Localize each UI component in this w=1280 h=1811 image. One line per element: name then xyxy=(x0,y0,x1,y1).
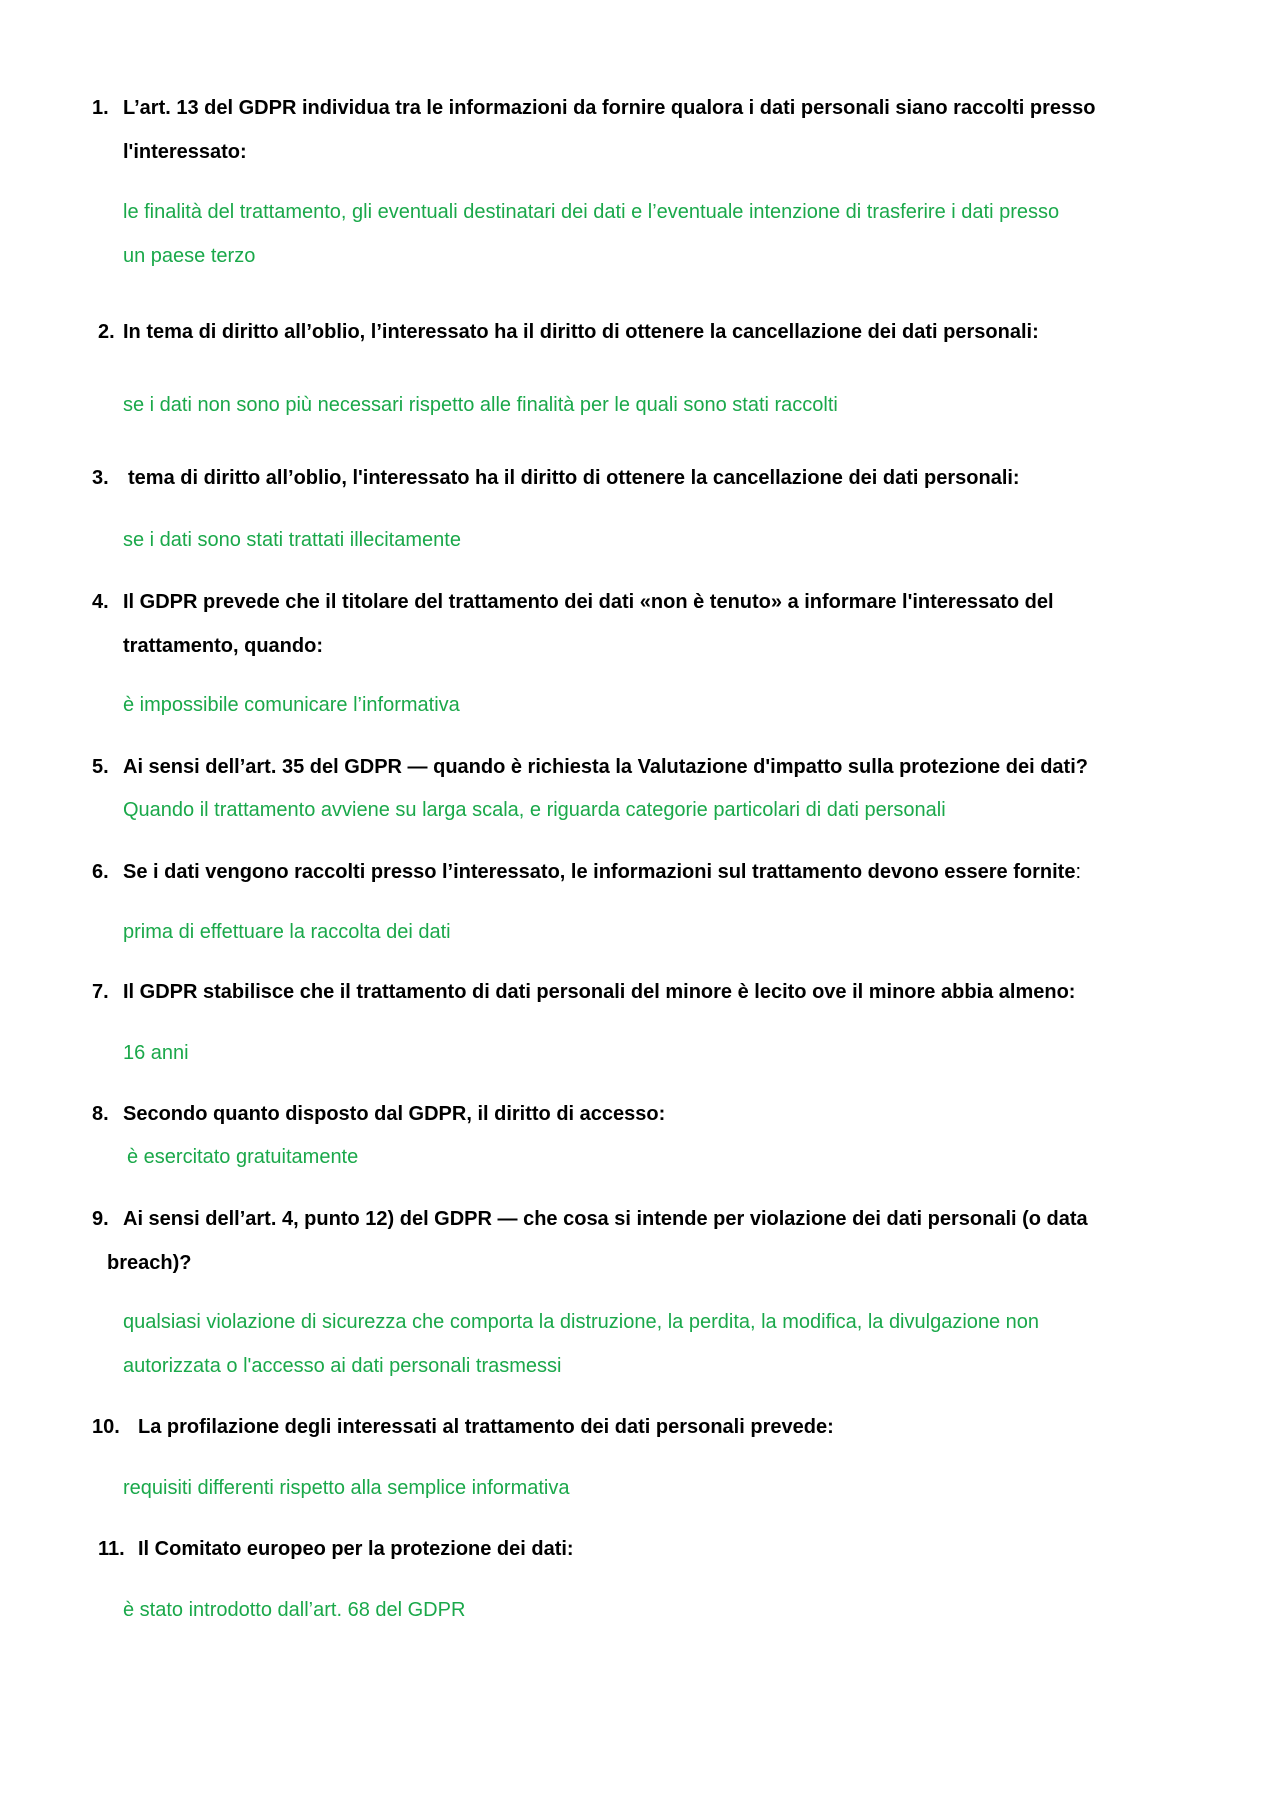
question-text: Se i dati vengono raccolti presso l’interessato, le informazioni sul trattamento devono essere fornite xyxy=(123,861,1076,883)
question-10 xyxy=(92,1405,1172,1449)
answer-11 xyxy=(123,1588,1183,1632)
question-number: 4. xyxy=(92,591,109,613)
answer-6 xyxy=(123,910,1183,954)
question-11 xyxy=(98,1527,1178,1571)
answer-3 xyxy=(123,518,1183,562)
question-text: Il GDPR prevede che il titolare del trattamento dei dati «non è tenuto» a informare l'interessato del xyxy=(123,591,1054,613)
answer-text-continued: un paese terzo xyxy=(123,245,256,267)
question-text: Il GDPR stabilisce che il trattamento di dati personali del minore è lecito ove il minore abbia almeno: xyxy=(123,981,1076,1003)
question-2 xyxy=(98,310,1178,354)
answer-text: Quando il trattamento avviene su larga scala, e riguarda categorie particolari di dati personali xyxy=(123,799,946,821)
answer-text: qualsiasi violazione di sicurezza che comporta la distruzione, la perdita, la modifica, la divulgazione non xyxy=(123,1311,1040,1333)
answer-text: è stato introdotto dall’art. 68 del GDPR xyxy=(123,1599,466,1621)
answer-8 xyxy=(127,1135,1187,1179)
question-text: Ai sensi dell’art. 4, punto 12) del GDPR — che cosa si intende per violazione dei dati personali (o data xyxy=(123,1208,1088,1230)
answer-text: è impossibile comunicare l’informativa xyxy=(123,694,460,716)
question-suffix: : xyxy=(1075,861,1082,883)
question-text: tema di diritto all’oblio, l'interessato ha il diritto di ottenere la cancellazione dei dati personali: xyxy=(128,467,1020,489)
question-number: 1. xyxy=(92,97,109,119)
question-number: 8. xyxy=(92,1103,109,1125)
question-text: Ai sensi dell’art. 35 del GDPR — quando è richiesta la Valutazione d'impatto sulla protezione dei dati? xyxy=(123,756,1088,778)
question-number: 2. xyxy=(98,321,115,343)
answer-7 xyxy=(123,1031,1183,1075)
answer-4 xyxy=(123,683,1183,727)
question-7 xyxy=(92,970,1172,1014)
question-number: 6. xyxy=(92,861,109,883)
question-8 xyxy=(92,1092,1172,1136)
answer-10 xyxy=(123,1466,1183,1510)
answer-text: se i dati non sono più necessari rispetto alle finalità per le quali sono stati raccolti xyxy=(123,394,838,416)
question-5 xyxy=(92,745,1172,789)
question-text-continued: trattamento, quando: xyxy=(123,635,323,657)
question-text: La profilazione degli interessati al trattamento dei dati personali prevede: xyxy=(138,1416,834,1438)
answer-1 xyxy=(123,190,1183,278)
answer-text-continued: autorizzata o l'accesso ai dati personali trasmessi xyxy=(123,1355,562,1377)
answer-text: è esercitato gratuitamente xyxy=(127,1146,359,1168)
answer-text: requisiti differenti rispetto alla semplice informativa xyxy=(123,1477,570,1499)
answer-5 xyxy=(123,788,1183,832)
answer-text: le finalità del trattamento, gli eventuali destinatari dei dati e l’eventuale intenzione di trasferire i dati presso xyxy=(123,201,1060,223)
answer-text: se i dati sono stati trattati illecitamente xyxy=(123,529,461,551)
answer-9 xyxy=(123,1300,1183,1388)
question-number: 3. xyxy=(92,467,109,489)
question-number: 9. xyxy=(92,1208,109,1230)
question-text: Il Comitato europeo per la protezione dei dati: xyxy=(138,1538,574,1560)
question-number: 7. xyxy=(92,981,109,1003)
question-number: 11. xyxy=(98,1538,125,1560)
question-number: 10. xyxy=(92,1416,120,1438)
question-6 xyxy=(92,850,1172,894)
answer-text: 16 anni xyxy=(123,1042,189,1064)
question-1 xyxy=(92,86,1172,174)
question-9 xyxy=(92,1197,1172,1285)
question-text-continued: breach)? xyxy=(107,1252,192,1274)
question-number: 5. xyxy=(92,756,109,778)
answer-text: prima di effettuare la raccolta dei dati xyxy=(123,921,451,943)
question-text-continued: l'interessato: xyxy=(123,141,247,163)
question-text: L’art. 13 del GDPR individua tra le informazioni da fornire qualora i dati personali siano raccolti presso xyxy=(123,97,1096,119)
question-4 xyxy=(92,580,1172,668)
question-3 xyxy=(92,456,1172,500)
question-text: In tema di diritto all’oblio, l’interessato ha il diritto di ottenere la cancellazione dei dati personali: xyxy=(123,321,1039,343)
question-text: Secondo quanto disposto dal GDPR, il diritto di accesso: xyxy=(123,1103,666,1125)
answer-2 xyxy=(123,383,1183,427)
